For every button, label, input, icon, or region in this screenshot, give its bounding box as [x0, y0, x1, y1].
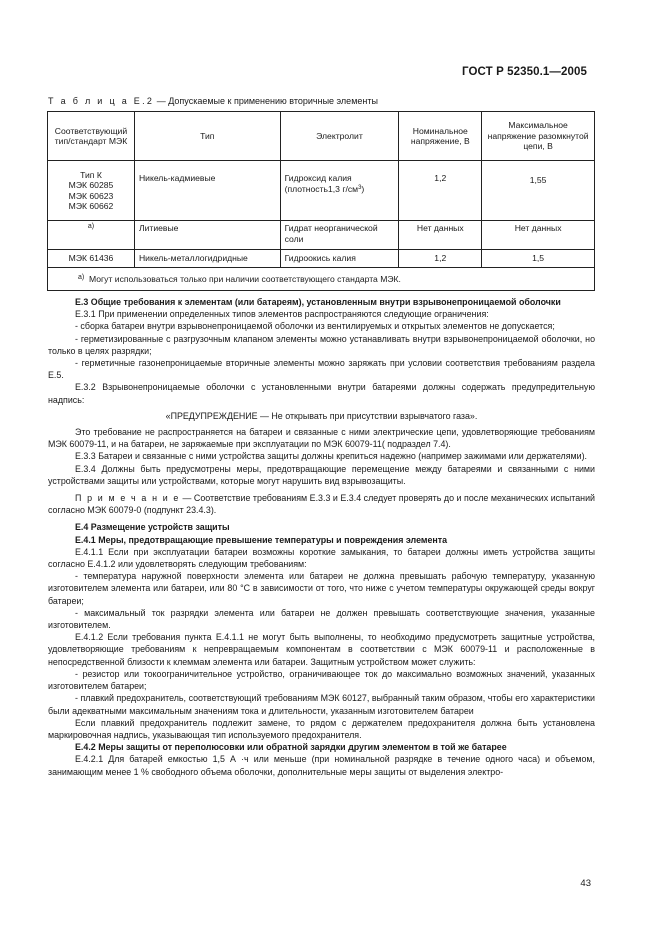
table-header-row	[48, 112, 595, 161]
paragraph: Е.3.2 Взрывонепроницаемые оболочки с установленными внутри батареями должны содержать предупредительную надпись:	[48, 382, 595, 405]
table-cell-type: Литиевые	[134, 221, 280, 250]
secondary-cells-table	[47, 111, 595, 291]
list-item: - герметичные газонепроницаемые вторичные элементы можно заряжать при условии соответствия требованиям раздела Е.5.	[48, 358, 595, 381]
standard-line: МЭК 60662	[68, 201, 114, 211]
superscript: 3	[358, 184, 362, 191]
table-cell-electrolyte	[280, 161, 399, 221]
table-caption-text: — Допускаемые к применению вторичные элементы	[154, 96, 378, 106]
list-item: - максимальный ток разрядки элемента или батареи не должен превышать соответствующие значения, указанные изготовителем.	[48, 607, 595, 631]
note	[48, 492, 595, 516]
table-cell-nominal: 1,2	[399, 161, 482, 221]
paragraph: Е.3.3 Батареи и связанные с ними устройства защиты должны крепиться надежно (например зажимами или держателями).	[75, 451, 588, 462]
list-item: - сборка батареи внутри взрывонепроницаемой оболочки из вентилируемых и открытых элементов не допускается;	[75, 321, 555, 332]
table-caption-prefix: Т а б л и ц а Е.2	[48, 96, 155, 106]
paragraph: Е.4.2.1 Для батарей емкостью 1,5 А ·ч или меньше (при номинальной разрядке в течение одного часа) и объемом, занимающим менее 1 % свободного объема оболочки, дополнительные меры защиты от выделения электро-	[48, 754, 595, 777]
section-heading-e4: Е.4 Размещение устройств защиты	[75, 522, 230, 533]
table-cell-max: 1,5	[482, 250, 595, 268]
electrolyte-line: Гидроксид калия	[284, 173, 352, 183]
table-cell-nominal: Нет данных	[399, 221, 482, 250]
table-row	[48, 161, 595, 221]
column-header: Тип	[134, 112, 280, 161]
table-cell-type: Никель-металлогидридные	[134, 250, 280, 268]
electrolyte-line	[285, 184, 395, 195]
table-cell-nominal: 1,2	[399, 250, 482, 268]
table-caption	[48, 96, 378, 106]
document-body	[48, 296, 595, 778]
list-item: - плавкий предохранитель, соответствующий требованиям МЭК 60127, выбранный таким образом, чтобы его характеристики были адекватными максимальным значениям тока и длительности, указанным изготовителем батареи	[48, 693, 595, 716]
standard-line: МЭК 60623	[68, 190, 114, 201]
section-heading-e3: Е.3 Общие требования к элементам (или батареям), установленным внутри взрывонепроницаемой оболочки	[75, 297, 561, 307]
table-cell-max: Нет данных	[482, 221, 595, 250]
table-row	[48, 250, 595, 268]
paragraph: Е.3.1 При применении определенных типов элементов распространяются следующие ограничения:	[75, 309, 489, 320]
table-cell-standard	[48, 161, 135, 221]
footnote-text: Могут использоваться только при наличии соответствующего стандарта МЭК.	[89, 273, 401, 284]
list-item: - герметизированные с разгрузочным клапаном элементы можно устанавливать внутри взрывонепроницаемой оболочки, но только в целях разрядки;	[48, 333, 595, 356]
paragraph: Е.4.1.2 Если требования пункта Е.4.1.1 не могут быть выполнены, то необходимо предусмотреть защитные устройства, удовлетворяющие требованиям к непревращаемым компонентам в соответствии с МЭК 60079-11 и расположенные в непосредственной близости к клеммам элемента или батареи. Защитным устройством может служить:	[48, 632, 595, 667]
warning-inscription: «ПРЕДУПРЕЖДЕНИЕ — Не открывать при присутствии взрывчатого газа».	[165, 410, 478, 421]
list-item: - температура наружной поверхности элемента или батареи не должна превышать рабочую температуру, указанную изготовителем элемента или батареи, или 80 °С в зависимости от того, что ниже с учетом температуры окружающей среды вокруг батареи;	[48, 571, 595, 606]
note-text: — Соответствие требованиям Е.3.3 и Е.3.4 следует проверять до и после механических испытаний согласно МЭК 60079-0 (подпункт 23.4.3).	[48, 493, 595, 516]
table-row	[48, 221, 595, 250]
table-cell-standard: МЭК 61436	[48, 250, 135, 268]
electrolyte-text: )	[361, 183, 365, 194]
note-label: П р и м е ч а н и е	[75, 493, 180, 504]
subsection-heading-e41: Е.4.1 Меры, предотвращающие превышение температуры и повреждения элемента	[75, 534, 448, 545]
table-cell-standard	[48, 221, 135, 250]
table-cell-electrolyte: Гидрат неорганической соли	[280, 221, 399, 250]
standard-line: Тип К	[80, 169, 102, 180]
paragraph: Если плавкий предохранитель подлежит замене, то рядом с держателем предохранителя должна быть установлена маркировочная надпись, указывающая тип используемого предохранителя.	[48, 717, 595, 740]
standard-header: ГОСТ Р 52350.1—2005	[462, 66, 587, 78]
subsection-heading-e42: Е.4.2 Меры защиты от переполюсовки или обратной зарядки другим элементом в той же батарее	[75, 742, 507, 753]
page-number: 43	[580, 878, 591, 889]
footnote-mark: а)	[78, 273, 85, 281]
table-footnote-row	[48, 268, 595, 291]
paragraph: Это требование не распространяется на батареи и связанные с ними электрические цепи, удовлетворяющие требованиям МЭК 60079-11, и на батареи, не заряжаемые при эксплуатации по МЭК 60079-11( подраздел 7.4).	[48, 427, 595, 450]
table-cell-type: Никель-кадмиевые	[134, 161, 280, 221]
list-item: - резистор или токоограничительное устройство, ограничивающее ток до максимально возможных значений, указанных изготовителем батареи;	[48, 668, 595, 692]
column-header: Соответствующий тип/стандарт МЭК	[48, 112, 135, 161]
table-cell-electrolyte: Гидроокись калия	[280, 250, 399, 268]
footnote-mark: а)	[87, 223, 95, 230]
table-footnote	[48, 268, 595, 291]
paragraph: Е.3.4 Должны быть предусмотрены меры, предотвращающие перемещение между батареями и связанными с ними устройствами защиты или устройствами, которые могут нарушить вид взрывозащиты.	[48, 463, 595, 486]
standard-line: МЭК 60285	[68, 180, 114, 190]
table-cell-max: 1,55	[482, 161, 595, 221]
paragraph: Е.4.1.1 Если при эксплуатации батареи возможны короткие замыкания, то батареи должны иметь устройства защиты согласно Е.4.1.2 или удовлетворять следующим требованиям:	[48, 546, 595, 570]
column-header: Номинальное напряжение, В	[399, 112, 482, 161]
electrolyte-text: (плотность1,3 г/см	[284, 183, 359, 194]
column-header: Электролит	[280, 112, 399, 161]
column-header: Максимальное напряжение разомкнутой цепи, В	[482, 112, 595, 161]
